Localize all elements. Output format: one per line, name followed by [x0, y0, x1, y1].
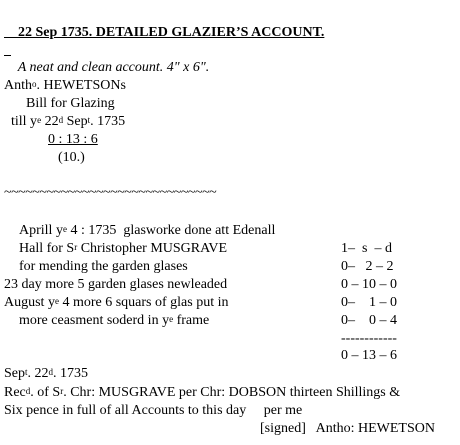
receipt-line-2-text: Six pence in full of all Accounts to this day per me	[4, 403, 303, 418]
account-amount-5	[341, 294, 397, 312]
account-amount-4-text: 0 – 10 – 0	[341, 277, 397, 292]
account-amount-3	[341, 258, 394, 276]
account-total-rule-text: ------------	[341, 331, 397, 346]
cover-line-3-text-c: Sep	[63, 114, 88, 129]
account-amount-3-text: 0– 2 – 2	[341, 259, 394, 274]
receipt-date	[4, 365, 88, 383]
account-entry-2-text-a: Hall for S	[19, 241, 75, 256]
cover-line-2	[26, 95, 115, 113]
cover-line-1	[4, 77, 126, 95]
account-entry-1-sup: e	[62, 224, 67, 234]
receipt-date-sup-2: d	[48, 367, 54, 377]
cover-line-3-text-a: till y	[11, 114, 38, 129]
account-amount-6	[341, 312, 397, 330]
description-text: A neat and clean account. 4" x 6".	[17, 60, 210, 75]
cover-line-1-text-b: . HEWETSONs	[36, 78, 126, 93]
account-column-header-text: 1– s – d	[341, 241, 392, 256]
tilde-divider	[4, 184, 216, 202]
account-entry-6-text-a: more ceasment soderd in y	[19, 313, 170, 328]
account-entry-4	[4, 276, 227, 294]
account-total	[341, 347, 397, 365]
cover-line-3-sup-1: e	[37, 115, 42, 125]
cover-line-3-text-d: . 1735	[90, 114, 126, 129]
receipt-date-text-b: . 22	[27, 366, 49, 381]
heading-text: 22 Sep 1735. DETAILED GLAZIER’S ACCOUNT.	[18, 25, 325, 40]
receipt-date-sup-1: t	[25, 367, 28, 377]
account-amount-6-text: 0– 0 – 4	[341, 313, 397, 328]
cover-reference-text: (10.)	[58, 150, 85, 165]
account-entry-1-text-a: Aprill y	[19, 223, 63, 238]
account-entry-2	[19, 240, 227, 258]
account-entry-1	[19, 222, 275, 240]
account-entry-5-text-b: 4 more 6 squars of glas put in	[58, 295, 229, 310]
receipt-line-1-sup-2: r	[60, 386, 64, 396]
cover-total-text: 0 : 13 : 6	[48, 132, 98, 147]
account-entry-3-text: for mending the garden glases	[19, 259, 188, 274]
tilde-divider-text: ~~~~~~~~~~~~~~~~~~~~~~~~~~~~~~	[4, 185, 217, 200]
cover-line-3-text-b: 22	[41, 114, 59, 129]
cover-line-1-sup: o	[32, 79, 37, 89]
receipt-line-1-text-a: Rec	[4, 385, 26, 400]
account-entry-6	[19, 312, 209, 330]
account-entry-5-text-a: August y	[4, 295, 55, 310]
cover-reference	[58, 149, 85, 167]
receipt-line-1-sup-1: d	[25, 386, 31, 396]
receipt-date-text-c: . 1735	[53, 366, 89, 381]
account-column-header	[341, 240, 392, 258]
account-amount-4	[341, 276, 397, 294]
cover-total	[48, 131, 98, 149]
account-entry-1-text-b: 4 : 1735 glasworke done att Edenall	[66, 223, 276, 238]
account-entry-4-text: 23 day more 5 garden glases newleaded	[4, 277, 228, 292]
account-entry-3	[19, 258, 188, 276]
account-entry-2-sup: r	[74, 242, 78, 252]
receipt-line-1	[4, 384, 400, 402]
cover-line-2-text: Bill for Glazing	[26, 96, 115, 111]
receipt-signature-text: [signed] Antho: HEWETSON	[260, 421, 435, 436]
account-total-text: 0 – 13 – 6	[341, 348, 397, 363]
receipt-date-text-a: Sep	[4, 366, 25, 381]
account-entry-2-text-b: Christopher MUSGRAVE	[77, 241, 228, 256]
account-entry-6-sup: e	[169, 314, 174, 324]
account-amount-5-text: 0– 1 – 0	[341, 295, 397, 310]
account-entry-6-text-b: frame	[173, 313, 210, 328]
receipt-line-1-text-b: . of S	[30, 385, 61, 400]
cover-line-3-sup-3: t	[87, 115, 91, 125]
cover-line-3-sup-2: d	[58, 115, 64, 125]
receipt-line-1-text-c: . Chr: MUSGRAVE per Chr: DOBSON thirteen Shillings &	[63, 385, 401, 400]
receipt-signature	[260, 420, 435, 438]
account-entry-5-sup: e	[54, 296, 59, 306]
account-entry-5	[4, 294, 228, 312]
receipt-line-2	[4, 402, 302, 420]
cover-line-1-text-a: Anth	[4, 78, 32, 93]
account-total-rule	[341, 330, 397, 348]
cover-line-3	[11, 113, 125, 131]
